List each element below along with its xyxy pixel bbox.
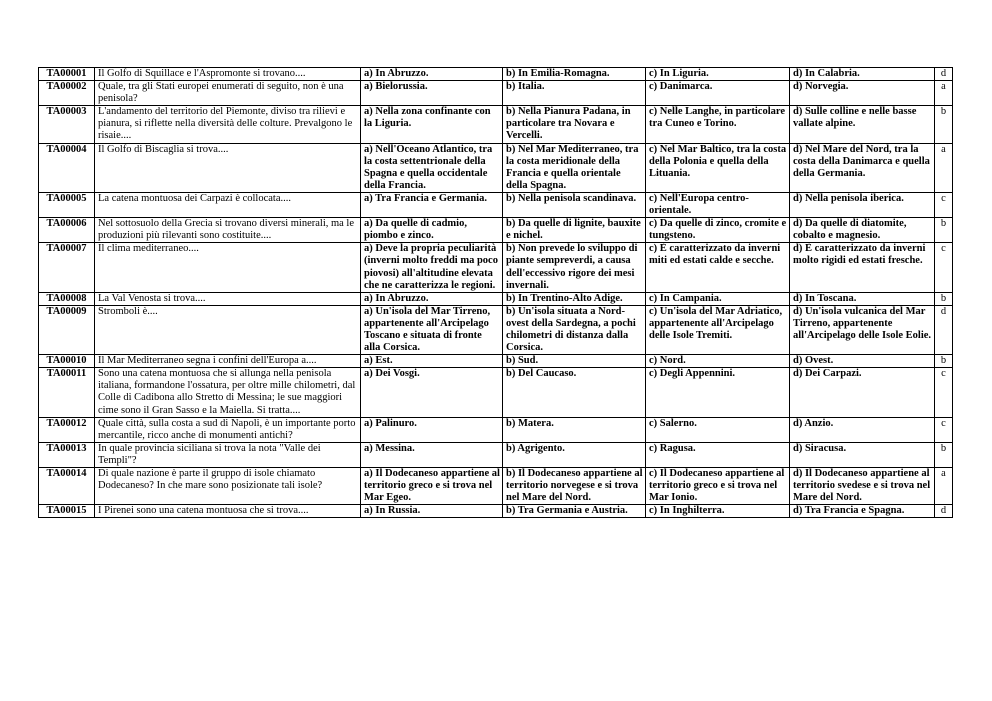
option-c: c) È caratterizzato da inverni miti ed estati calde e secche. xyxy=(646,243,790,292)
question-text: La Val Venosta si trova.... xyxy=(95,292,361,305)
option-a: a) Tra Francia e Germania. xyxy=(361,192,503,217)
table-row xyxy=(39,292,953,305)
option-c: c) Nell'Europa centro-orientale. xyxy=(646,192,790,217)
question-code: TA00008 xyxy=(39,292,95,305)
table-row xyxy=(39,417,953,442)
question-code: TA00004 xyxy=(39,143,95,192)
question-code: TA00011 xyxy=(39,368,95,417)
question-text: Di quale nazione è parte il gruppo di isole chiamato Dodecaneso? In che mare sono posizionate tali isole? xyxy=(95,468,361,505)
option-d: d) Nel Mare del Nord, tra la costa della Danimarca e quella della Germania. xyxy=(790,143,935,192)
question-code: TA00014 xyxy=(39,468,95,505)
question-text: Il clima mediterraneo.... xyxy=(95,243,361,292)
table-row xyxy=(39,505,953,518)
option-a: a) Un'isola del Mar Tirreno, appartenente all'Arcipelago Toscano e situata di fronte alla Corsica. xyxy=(361,305,503,354)
question-code: TA00001 xyxy=(39,68,95,81)
option-d: d) Ovest. xyxy=(790,355,935,368)
correct-answer: c xyxy=(935,417,953,442)
option-c: c) Danimarca. xyxy=(646,81,790,106)
question-text: Il Golfo di Squillace e l'Aspromonte si trovano.... xyxy=(95,68,361,81)
correct-answer: d xyxy=(935,505,953,518)
table-row xyxy=(39,143,953,192)
question-code: TA00002 xyxy=(39,81,95,106)
correct-answer: c xyxy=(935,368,953,417)
question-text: Il Golfo di Biscaglia si trova.... xyxy=(95,143,361,192)
question-text: In quale provincia siciliana si trova la nota "Valle dei Templi"? xyxy=(95,442,361,467)
question-code: TA00007 xyxy=(39,243,95,292)
option-a: a) Nella zona confinante con la Liguria. xyxy=(361,106,503,143)
option-b: b) Del Caucaso. xyxy=(503,368,646,417)
correct-answer: b xyxy=(935,292,953,305)
question-code: TA00006 xyxy=(39,218,95,243)
table-row xyxy=(39,106,953,143)
option-a: a) In Abruzzo. xyxy=(361,68,503,81)
question-code: TA00013 xyxy=(39,442,95,467)
option-d: d) Norvegia. xyxy=(790,81,935,106)
option-a: a) Deve la propria peculiarità (inverni molto freddi ma poco piovosi) all'altitudine elevata che ne caratterizza le regioni. xyxy=(361,243,503,292)
option-c: c) Nord. xyxy=(646,355,790,368)
option-c: c) In Liguria. xyxy=(646,68,790,81)
table-row xyxy=(39,68,953,81)
question-code: TA00015 xyxy=(39,505,95,518)
question-text: I Pirenei sono una catena montuosa che si trova.... xyxy=(95,505,361,518)
option-b: b) Nella penisola scandinava. xyxy=(503,192,646,217)
option-d: d) In Calabria. xyxy=(790,68,935,81)
option-d: d) Nella penisola iberica. xyxy=(790,192,935,217)
option-a: a) In Russia. xyxy=(361,505,503,518)
table-row xyxy=(39,305,953,354)
question-code: TA00012 xyxy=(39,417,95,442)
option-d: d) Dei Carpazi. xyxy=(790,368,935,417)
option-d: d) In Toscana. xyxy=(790,292,935,305)
option-b: b) Agrigento. xyxy=(503,442,646,467)
option-d: d) Siracusa. xyxy=(790,442,935,467)
option-c: c) Ragusa. xyxy=(646,442,790,467)
question-code: TA00009 xyxy=(39,305,95,354)
option-b: b) Il Dodecaneso appartiene al territorio norvegese e si trova nel Mare del Nord. xyxy=(503,468,646,505)
correct-answer: b xyxy=(935,106,953,143)
option-d: d) Un'isola vulcanica del Mar Tirreno, appartenente all'Arcipelago delle Isole Eolie. xyxy=(790,305,935,354)
correct-answer: b xyxy=(935,442,953,467)
correct-answer: b xyxy=(935,355,953,368)
option-c: c) In Inghilterra. xyxy=(646,505,790,518)
option-a: a) Palinuro. xyxy=(361,417,503,442)
question-text: Il Mar Mediterraneo segna i confini dell'Europa a.... xyxy=(95,355,361,368)
question-code: TA00003 xyxy=(39,106,95,143)
option-c: c) Il Dodecaneso appartiene al territorio greco e si trova nel Mar Ionio. xyxy=(646,468,790,505)
option-a: a) Bielorussia. xyxy=(361,81,503,106)
option-c: c) Salerno. xyxy=(646,417,790,442)
correct-answer: c xyxy=(935,192,953,217)
option-b: b) In Trentino-Alto Adige. xyxy=(503,292,646,305)
option-a: a) Il Dodecaneso appartiene al territorio greco e si trova nel Mar Egeo. xyxy=(361,468,503,505)
question-text: Stromboli è.... xyxy=(95,305,361,354)
question-text: Sono una catena montuosa che si allunga nella penisola italiana, formandone l'ossatura, per oltre mille chilometri, dal Colle di Cadibona allo Stretto di Messina; le sue maggiori cime sono il Gran Sasso e la Maiella. Si tratta.... xyxy=(95,368,361,417)
question-code: TA00010 xyxy=(39,355,95,368)
option-a: a) Messina. xyxy=(361,442,503,467)
table-row xyxy=(39,218,953,243)
option-b: b) Un'isola situata a Nord-ovest della Sardegna, a pochi chilometri di distanza dalla Corsica. xyxy=(503,305,646,354)
question-text: L'andamento del territorio del Piemonte, diviso tra rilievi e pianura, si riflette nella diversità delle colture. Prevalgono le risaie.... xyxy=(95,106,361,143)
option-b: b) In Emilia-Romagna. xyxy=(503,68,646,81)
correct-answer: d xyxy=(935,305,953,354)
correct-answer: c xyxy=(935,243,953,292)
table-row xyxy=(39,368,953,417)
option-a: a) In Abruzzo. xyxy=(361,292,503,305)
correct-answer: a xyxy=(935,143,953,192)
option-c: c) Un'isola del Mar Adriatico, appartenente all'Arcipelago delle Isole Tremiti. xyxy=(646,305,790,354)
table-row xyxy=(39,355,953,368)
option-b: b) Nella Pianura Padana, in particolare tra Novara e Vercelli. xyxy=(503,106,646,143)
option-a: a) Nell'Oceano Atlantico, tra la costa settentrionale della Spagna e quella occidentale della Francia. xyxy=(361,143,503,192)
option-a: a) Est. xyxy=(361,355,503,368)
option-c: c) Da quelle di zinco, cromite e tungsteno. xyxy=(646,218,790,243)
option-b: b) Da quelle di lignite, bauxite e nichel. xyxy=(503,218,646,243)
option-d: d) È caratterizzato da inverni molto rigidi ed estati fresche. xyxy=(790,243,935,292)
option-d: d) Da quelle di diatomite, cobalto e magnesio. xyxy=(790,218,935,243)
option-d: d) Anzio. xyxy=(790,417,935,442)
option-d: d) Sulle colline e nelle basse vallate alpine. xyxy=(790,106,935,143)
question-text: Nel sottosuolo della Grecia si trovano diversi minerali, ma le produzioni più rilevanti sono costituite.... xyxy=(95,218,361,243)
option-a: a) Dei Vosgi. xyxy=(361,368,503,417)
option-b: b) Non prevede lo sviluppo di piante sempreverdi, a causa dell'eccessivo rigore dei mesi invernali. xyxy=(503,243,646,292)
option-c: c) Degli Appennini. xyxy=(646,368,790,417)
correct-answer: a xyxy=(935,468,953,505)
correct-answer: a xyxy=(935,81,953,106)
table-row xyxy=(39,81,953,106)
table-row xyxy=(39,442,953,467)
option-b: b) Italia. xyxy=(503,81,646,106)
table-row xyxy=(39,243,953,292)
option-b: b) Matera. xyxy=(503,417,646,442)
question-text: La catena montuosa dei Carpazi è collocata.... xyxy=(95,192,361,217)
table-row xyxy=(39,192,953,217)
correct-answer: d xyxy=(935,68,953,81)
question-code: TA00005 xyxy=(39,192,95,217)
option-b: b) Sud. xyxy=(503,355,646,368)
question-text: Quale città, sulla costa a sud di Napoli, è un importante porto mercantile, ricco anche di monumenti antichi? xyxy=(95,417,361,442)
option-b: b) Nel Mar Mediterraneo, tra la costa meridionale della Francia e quella orientale della Spagna. xyxy=(503,143,646,192)
option-b: b) Tra Germania e Austria. xyxy=(503,505,646,518)
table-row xyxy=(39,468,953,505)
correct-answer: b xyxy=(935,218,953,243)
option-a: a) Da quelle di cadmio, piombo e zinco. xyxy=(361,218,503,243)
question-text: Quale, tra gli Stati europei enumerati di seguito, non è una penisola? xyxy=(95,81,361,106)
option-d: d) Tra Francia e Spagna. xyxy=(790,505,935,518)
quiz-table-body xyxy=(39,68,953,518)
quiz-table xyxy=(38,67,953,518)
option-c: c) In Campania. xyxy=(646,292,790,305)
option-c: c) Nelle Langhe, in particolare tra Cuneo e Torino. xyxy=(646,106,790,143)
option-d: d) Il Dodecaneso appartiene al territorio svedese e si trova nel Mare del Nord. xyxy=(790,468,935,505)
option-c: c) Nel Mar Baltico, tra la costa della Polonia e quella della Lituania. xyxy=(646,143,790,192)
